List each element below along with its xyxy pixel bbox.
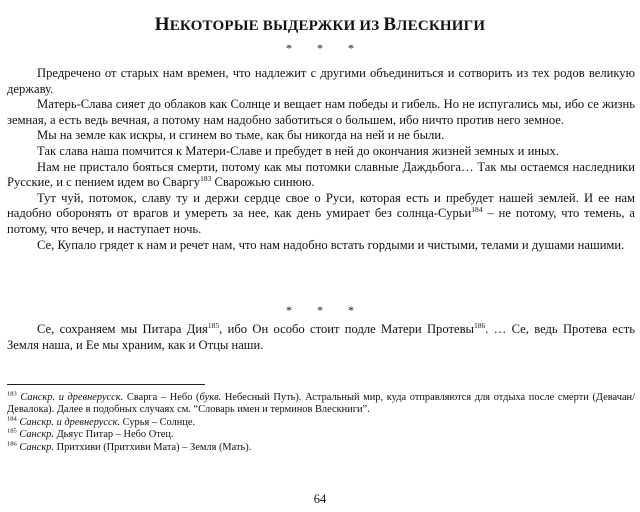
- section-separator-2: * * *: [286, 303, 354, 317]
- paragraph-text: – не потому, что темень, а потому, что вечер, и наступает ночь.: [7, 206, 635, 236]
- footnote-text: Сурья – Солнце.: [120, 416, 196, 428]
- paragraph: [7, 160, 635, 191]
- footnote-183: [7, 392, 635, 417]
- footnote-language: Санскр. и древнерусск.: [19, 416, 121, 428]
- title-initial: Н: [154, 14, 170, 35]
- footnote-language: Санскр.: [19, 441, 54, 453]
- footnote-abbr: букв.: [199, 392, 222, 403]
- footnote-language: Санскр. и древнерусск.: [20, 392, 124, 403]
- section-2-text: [7, 322, 635, 353]
- page-title: [0, 14, 640, 36]
- footnote-number: 184: [7, 415, 17, 423]
- paragraph-text: Тут чуй, потомок, славу ту и держи сердце свое о Руси, которая есть и пребудет нашей землей. И ее нам надобно оборонять от врагов и умереть за нее, как день умирает без солнца-Сурьи: [7, 190, 635, 221]
- footnote-185: [7, 429, 635, 441]
- paragraph: [7, 322, 635, 353]
- footnote-186: [7, 442, 635, 454]
- title-rest-2: ЛЕСКНИГИ: [396, 18, 486, 34]
- paragraph-text: , ибо Он особо стоит подле Матери Протевы: [219, 322, 474, 336]
- footnote-text: Притхиви (Притхиви Мата) – Земля (Мать).: [53, 441, 252, 453]
- page-number: 64: [313, 492, 327, 506]
- footnote-ref-183[interactable]: 183: [200, 173, 212, 183]
- paragraph-text: Нам не пристало бояться смерти, потому как мы потомки славные Даждьбога… Так мы остаемся наследники Русские, и с пением идем во Сваргу: [7, 159, 635, 190]
- paragraph: Матерь-Слава сияет до облаков как Солнце и вещает нам победы и гибель. Но не испугались мы, ибо се жизнь земная, а есть ведь вечная, а потому нам надобно заботиться о большем, ибо ничто против него земное.: [7, 97, 635, 127]
- footnote-divider: [7, 384, 205, 385]
- footnote-number: 185: [7, 427, 17, 435]
- paragraph: Се, Купало грядет к нам и речет нам, что нам надобно встать гордыми и чистыми, телами и душами нашими.: [37, 237, 625, 252]
- section-separator-1: * * *: [286, 41, 354, 55]
- footnote-number: 186: [7, 440, 17, 448]
- footnote-ref-184[interactable]: 184: [471, 205, 483, 215]
- title-rest: ЕКОТОРЫЕ ВЫДЕРЖКИ ИЗ: [169, 18, 384, 34]
- footnote-ref-185[interactable]: 185: [207, 320, 220, 330]
- paragraph-text: . … Се, ведь Протева есть Земля наша, и Ее мы храним, как и Отцы наши.: [7, 322, 635, 352]
- paragraph: Предречено от старых нам времен, что надлежит с другими объединиться и сотворить из тех родов великую державу.: [7, 66, 635, 96]
- footnote-text: Небесный Путь). Астральный мир, куда отправляются для отдыха после смерти (Девачан/ Девалока). Далее в подобных случаях см. “Словарь имен и терминов Влескниги”.: [7, 392, 636, 416]
- paragraph: Так слава наша помчится к Матери-Славе и пребудет в ней до окончания жизней земных и иных.: [37, 143, 559, 158]
- section-1-text: [7, 66, 635, 253]
- footnote-language: Санскр.: [19, 429, 54, 441]
- paragraph-text: Сварожью синюю.: [211, 175, 315, 190]
- footnote-184: [7, 417, 635, 429]
- footnote-number: 183: [7, 390, 17, 398]
- footnote-text: Сварга – Небо (: [123, 392, 200, 403]
- paragraph: [7, 191, 635, 238]
- paragraph: Мы на земле как искры, и сгинем во тьме, как бы никогда на ней и не были.: [37, 128, 445, 143]
- title-initial-2: В: [383, 14, 397, 35]
- paragraph-text: Се, сохраняем мы Питара Дия: [37, 322, 208, 336]
- footnote-text: Дьяус Питар – Небо Отец.: [53, 429, 174, 441]
- footnotes: [7, 392, 635, 454]
- footnote-ref-186[interactable]: 186: [473, 320, 486, 330]
